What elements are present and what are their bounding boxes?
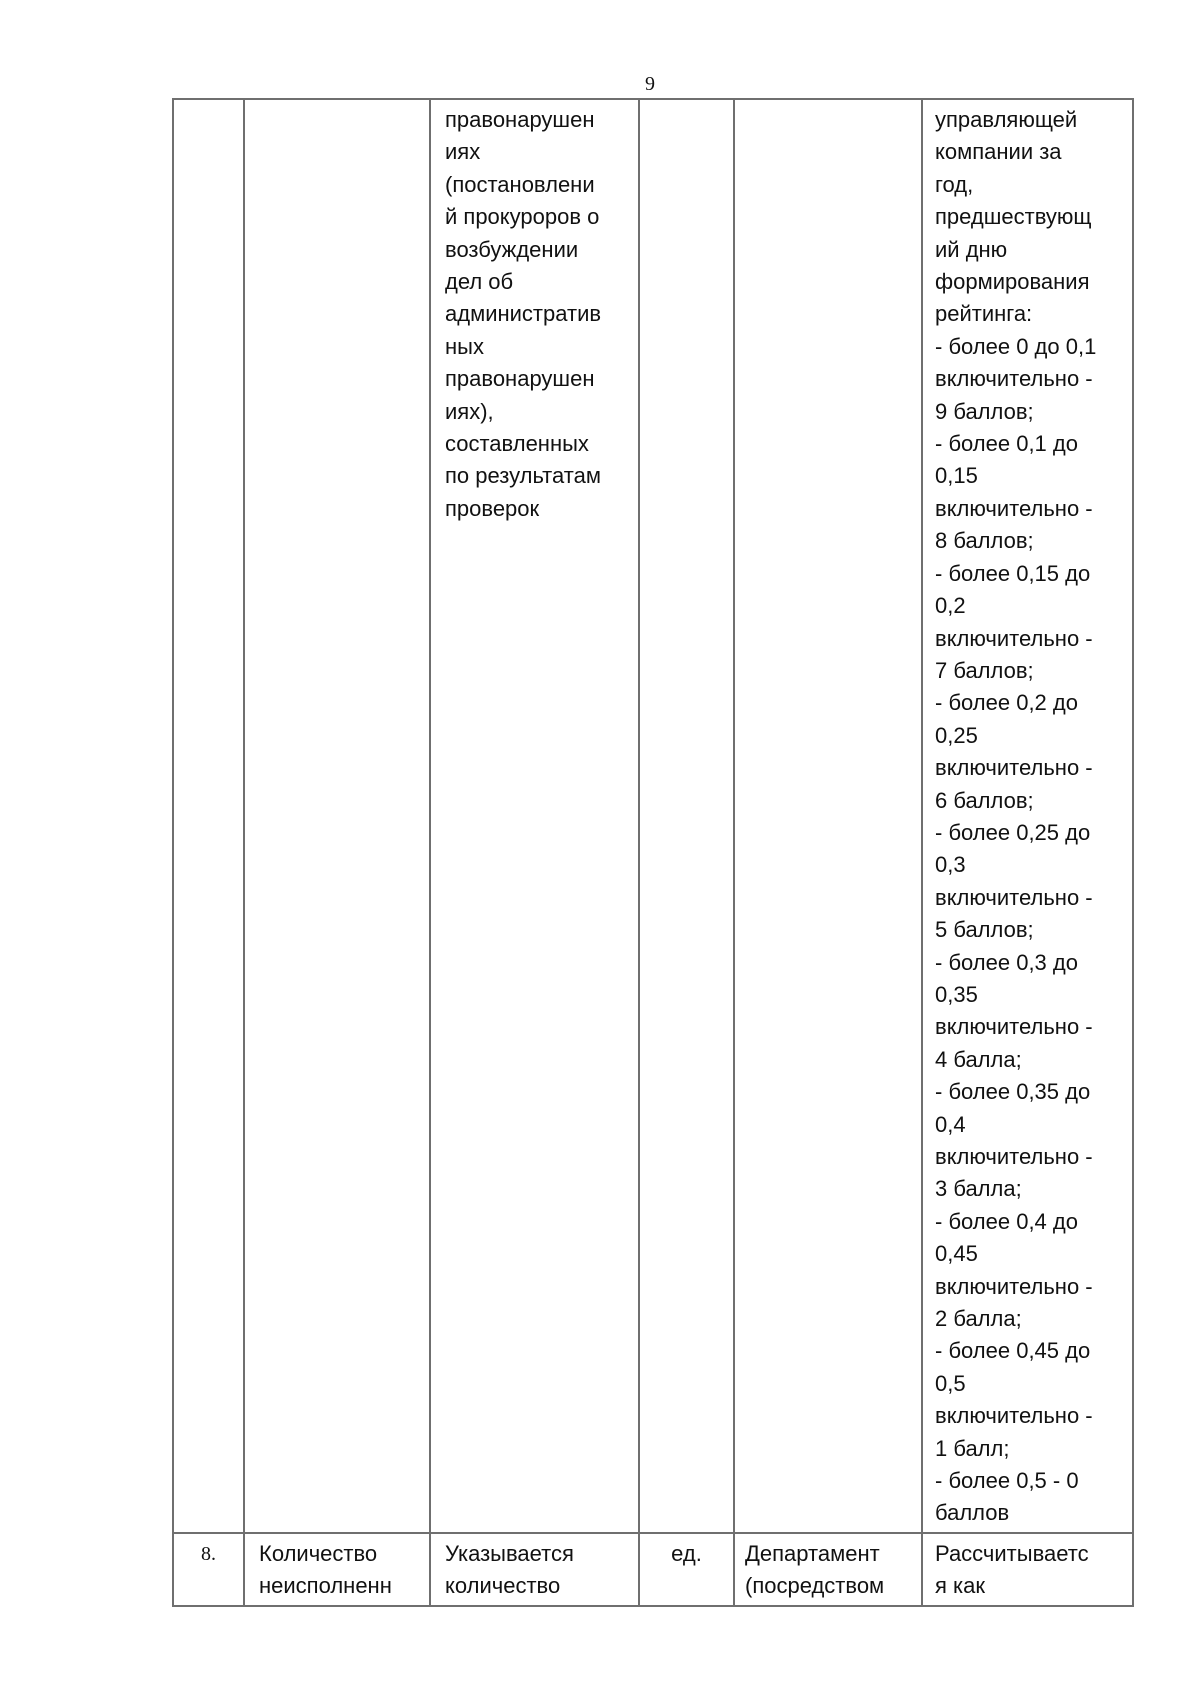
cell-source: Департамент (посредством [734, 1533, 922, 1606]
cell-unit [639, 99, 734, 1533]
table-row-8 [173, 1533, 1133, 1606]
cell-description: правонарушен иях (постановлени й прокуроров о возбуждении дел об административ ных правонарушен иях), составленных по результатам проверок [430, 99, 639, 1533]
cell-indicator: Количество неисполненн [244, 1533, 430, 1606]
cell-source [734, 99, 922, 1533]
cell-number [173, 99, 244, 1533]
page-number: 9 [645, 73, 655, 95]
cell-number: 8. [173, 1533, 244, 1606]
rating-criteria-table [172, 98, 1134, 1607]
cell-calculation-method: управляющей компании за год, предшествующ ий дню формирования рейтинга: - более 0 до 0,1 включительно - 9 баллов; - более 0,1 до 0,15 включительно - 8 баллов; - более 0,15 до 0,2 включительно - 7 баллов; - более 0,2 до 0,25 включительно - 6 баллов; - более 0,25 до 0,3 включительно - 5 баллов; - более 0,3 до 0,35 включительно - 4 балла; - более 0,35 до 0,4 включительно - 3 балла; - более 0,4 до 0,45 включительно - 2 балла; - более 0,45 до 0,5 включительно - 1 балл; - более 0,5 - 0 баллов [922, 99, 1133, 1533]
cell-description: Указывается количество [430, 1533, 639, 1606]
cell-indicator [244, 99, 430, 1533]
cell-unit: ед. [639, 1533, 734, 1606]
cell-calculation-method: Рассчитываетс я как [922, 1533, 1133, 1606]
table-row-continuation [173, 99, 1133, 1533]
